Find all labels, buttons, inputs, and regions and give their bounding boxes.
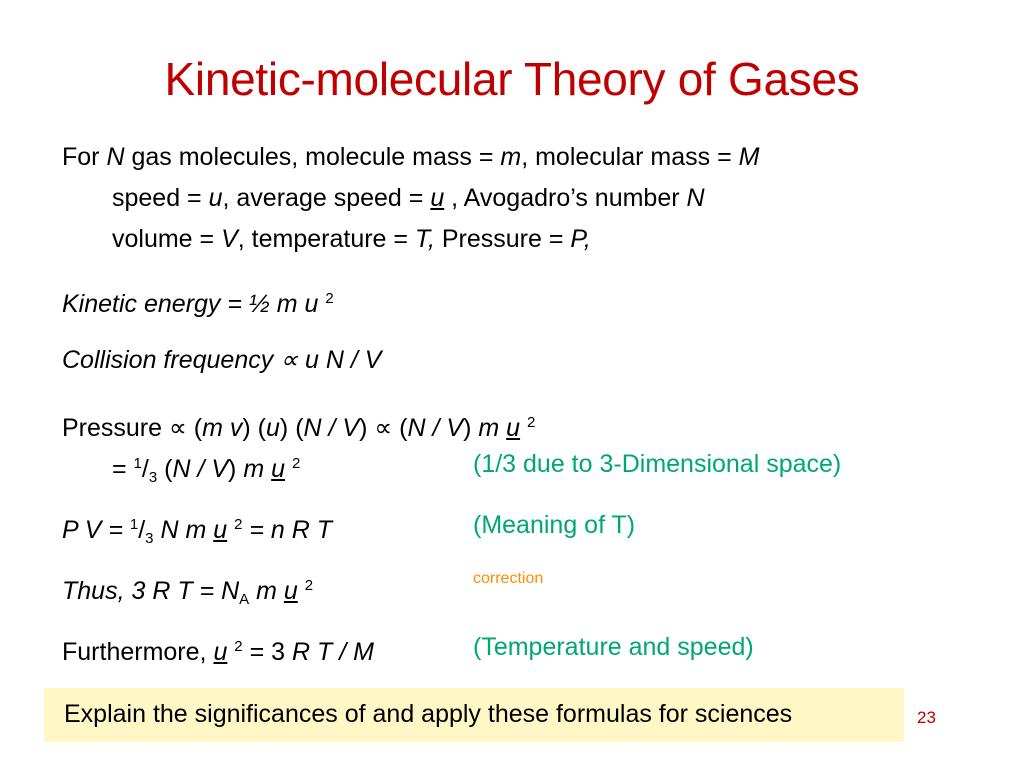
summary-banner [44, 688, 904, 742]
definition-line-1 [62, 142, 759, 172]
text: P V = [62, 516, 130, 544]
text: gas molecules, molecule mass = [124, 143, 501, 171]
thus-formula [62, 571, 313, 615]
text: , average speed = [222, 184, 431, 212]
text: ) [463, 414, 479, 442]
text: N m [153, 516, 214, 544]
var-u-bar: u [430, 184, 445, 212]
exponent: 2 [304, 577, 314, 594]
var-N: N [686, 184, 705, 212]
text: ( [157, 455, 173, 483]
var: u [266, 414, 280, 442]
text: m [249, 577, 284, 605]
var-M: M [738, 143, 760, 171]
text: speed = [112, 184, 209, 212]
exponent: 2 [234, 516, 243, 533]
var: N / V [172, 455, 229, 483]
exponent: 2 [291, 455, 301, 472]
banner-text: Explain the significances of and apply these formulas for sciences [64, 700, 793, 728]
text: ) ( [242, 414, 267, 442]
text: ) ∝ ( [359, 414, 408, 442]
pressure-formula-1 [62, 408, 535, 443]
fraction-slash: / [141, 455, 149, 483]
fraction-num: 1 [129, 516, 139, 533]
definition-line-2 [112, 183, 705, 213]
pv-note: (Meaning of T) [473, 511, 636, 539]
text: = 3 [242, 638, 292, 666]
further-note: (Temperature and speed) [473, 633, 754, 661]
exponent: 2 [527, 414, 536, 431]
var-u-bar: u [213, 638, 228, 666]
var: m [243, 455, 272, 483]
subscript: A [239, 591, 250, 608]
further-formula [62, 632, 374, 667]
text: = n R T [242, 516, 333, 544]
text: Furthermore, [62, 638, 214, 666]
exponent: 2 [234, 638, 243, 655]
var-T: T, [414, 225, 435, 253]
text: Pressure ∝ ( [62, 414, 203, 442]
var: m v [202, 414, 243, 442]
var: N / V [303, 414, 360, 442]
exponent: 2 [325, 290, 334, 307]
var-u-bar: u [283, 577, 298, 605]
text: volume = [112, 225, 222, 253]
var-V: V [221, 225, 238, 253]
collision-frequency-formula: Collision frequency ∝ u N / V [62, 346, 382, 374]
fraction-num: 1 [133, 455, 142, 472]
text: ) [228, 455, 244, 483]
page-number: 23 [917, 708, 936, 727]
text: , molecular mass = [521, 143, 739, 171]
var: R T / M [291, 638, 374, 666]
fraction-slash: / [138, 516, 146, 544]
var-u: u [208, 184, 223, 212]
pv-formula [62, 510, 332, 554]
correction-label: correction [473, 570, 544, 587]
text: ) ( [279, 414, 304, 442]
pressure-note: (1/3 due to 3-Dimensional space) [473, 450, 842, 478]
kinetic-energy-formula [62, 284, 334, 319]
var-n: N [106, 143, 125, 171]
var-m: m [500, 143, 522, 171]
text: = [112, 455, 134, 483]
text: For [62, 143, 107, 171]
var-u-bar: u [213, 516, 228, 544]
var: m [478, 414, 507, 442]
text: Pressure = [434, 225, 571, 253]
fraction-den: 3 [145, 530, 154, 547]
var: N / V [407, 414, 464, 442]
var-P: P, [570, 225, 591, 253]
pressure-formula-2 [112, 449, 300, 493]
slide-title: Kinetic-molecular Theory of Gases [164, 53, 860, 105]
definition-line-3 [112, 224, 591, 254]
text: Thus, 3 R T = N [62, 577, 240, 605]
text: , temperature = [237, 225, 415, 253]
text: , Avogadro’s number [444, 184, 687, 212]
var-u-bar: u [271, 455, 286, 483]
var-u-bar: u [506, 414, 521, 442]
fraction-den: 3 [148, 469, 158, 486]
text: Kinetic energy = ½ m u [62, 290, 319, 318]
